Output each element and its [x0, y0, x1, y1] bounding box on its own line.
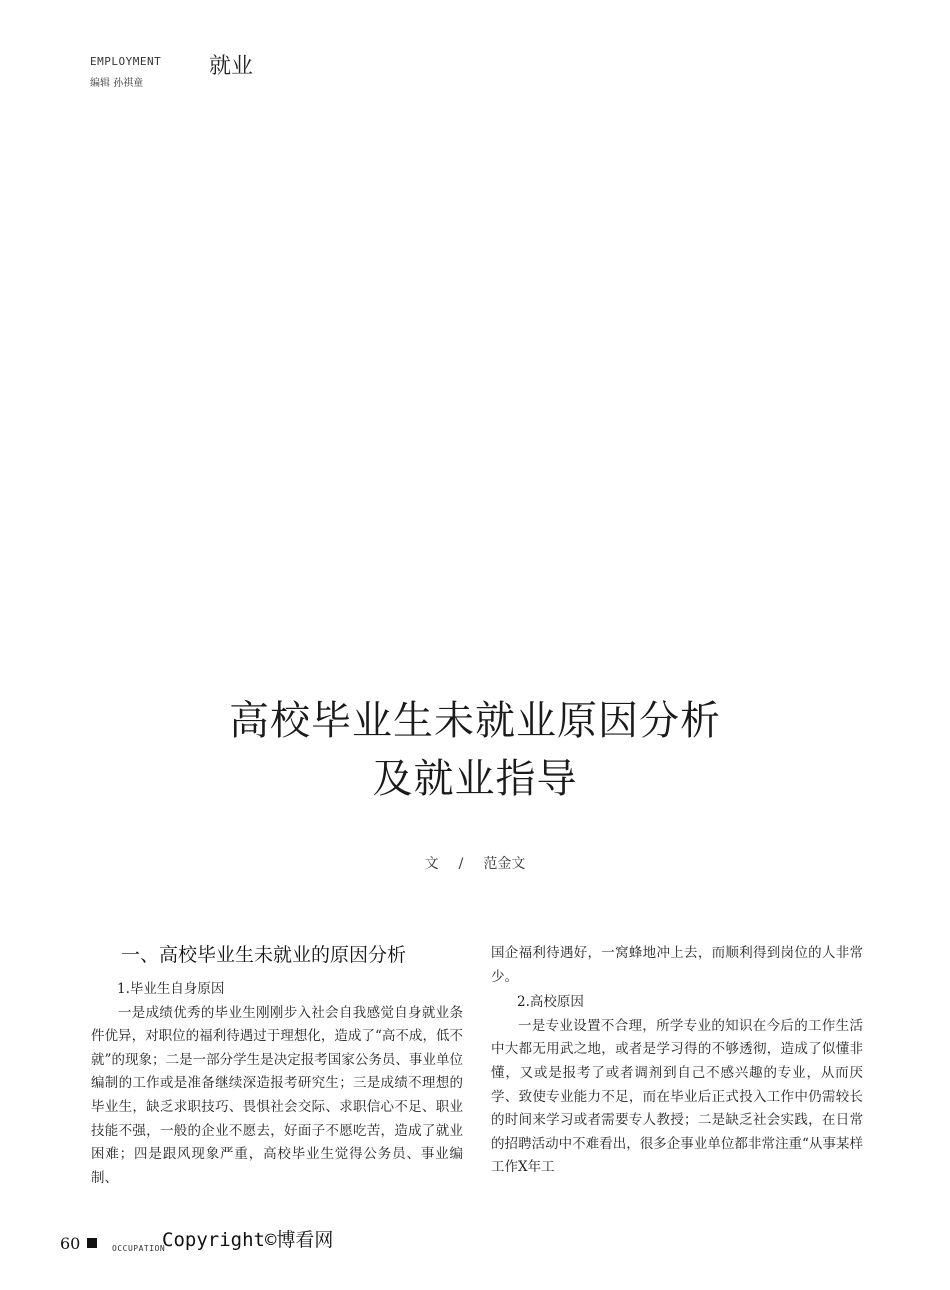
subheading-personal-reasons: 1.毕业生自身原因 [117, 981, 225, 997]
continued-paragraph: 国企福利待遇好，一窝蜂地冲上去，而顺利得到岗位的人非常少。 [491, 945, 863, 985]
article-title [0, 692, 950, 808]
article-title-line-1: 高校毕业生未就业原因分析 [229, 698, 721, 744]
article-title-line-2: 及就业指导 [372, 756, 578, 802]
page-marker-square [87, 1238, 97, 1248]
section-heading: 一、高校毕业生未就业的原因分析 [121, 944, 407, 966]
editor-credit: 编辑 孙祺童 [90, 78, 144, 89]
byline [0, 853, 950, 873]
body-paragraph: 一是专业设置不合理，所学专业的知识在今后的工作生活中大都无用武之地，或者是学习得的不够透彻，造成了似懂非懂，又或是报考了或者调剂到自己不感兴趣的专业，从而厌学、致使专业能力不足，而在毕业后正式投入工作中仍需较长的时间来学习或者需要专人教授；二是缺乏社会实践，在日常的招聘活动中不难看出，很多企事业单位都非常注重“从事某样工作X年工 [491, 1017, 863, 1176]
subheading-university-reasons: 2.高校原因 [517, 994, 584, 1011]
left-column [91, 936, 463, 1190]
copyright-notice: Copyright©博看网 [162, 1229, 334, 1251]
page-number: 60 [60, 1234, 81, 1253]
journal-name: OCCUPATION [112, 1244, 166, 1253]
body-paragraph: 一是成绩优秀的毕业生刚刚步入社会自我感觉自身就业条件优异，对职位的福利待遇过于理想化，造成了“高不成，低不就”的现象；二是一部分学生是决定报考国家公务员、事业单位编制的工作或是准备继续深造报考研究生；三是成绩不理想的毕业生，缺乏求职技巧、畏惧社会交际、求职信心不足、职业技能不强，一般的企业不愿去，好面子不愿吃苦，造成了就业困难；四是跟风现象严重，高校毕业生觉得公务员、事业编制、 [91, 1004, 463, 1186]
byline-separator: / [458, 856, 464, 872]
right-column [491, 942, 863, 1180]
section-label-cn: 就业 [209, 54, 254, 79]
section-label-en: EMPLOYMENT [90, 55, 162, 68]
author-name: 范金文 [483, 856, 526, 872]
byline-prefix: 文 [424, 856, 439, 872]
